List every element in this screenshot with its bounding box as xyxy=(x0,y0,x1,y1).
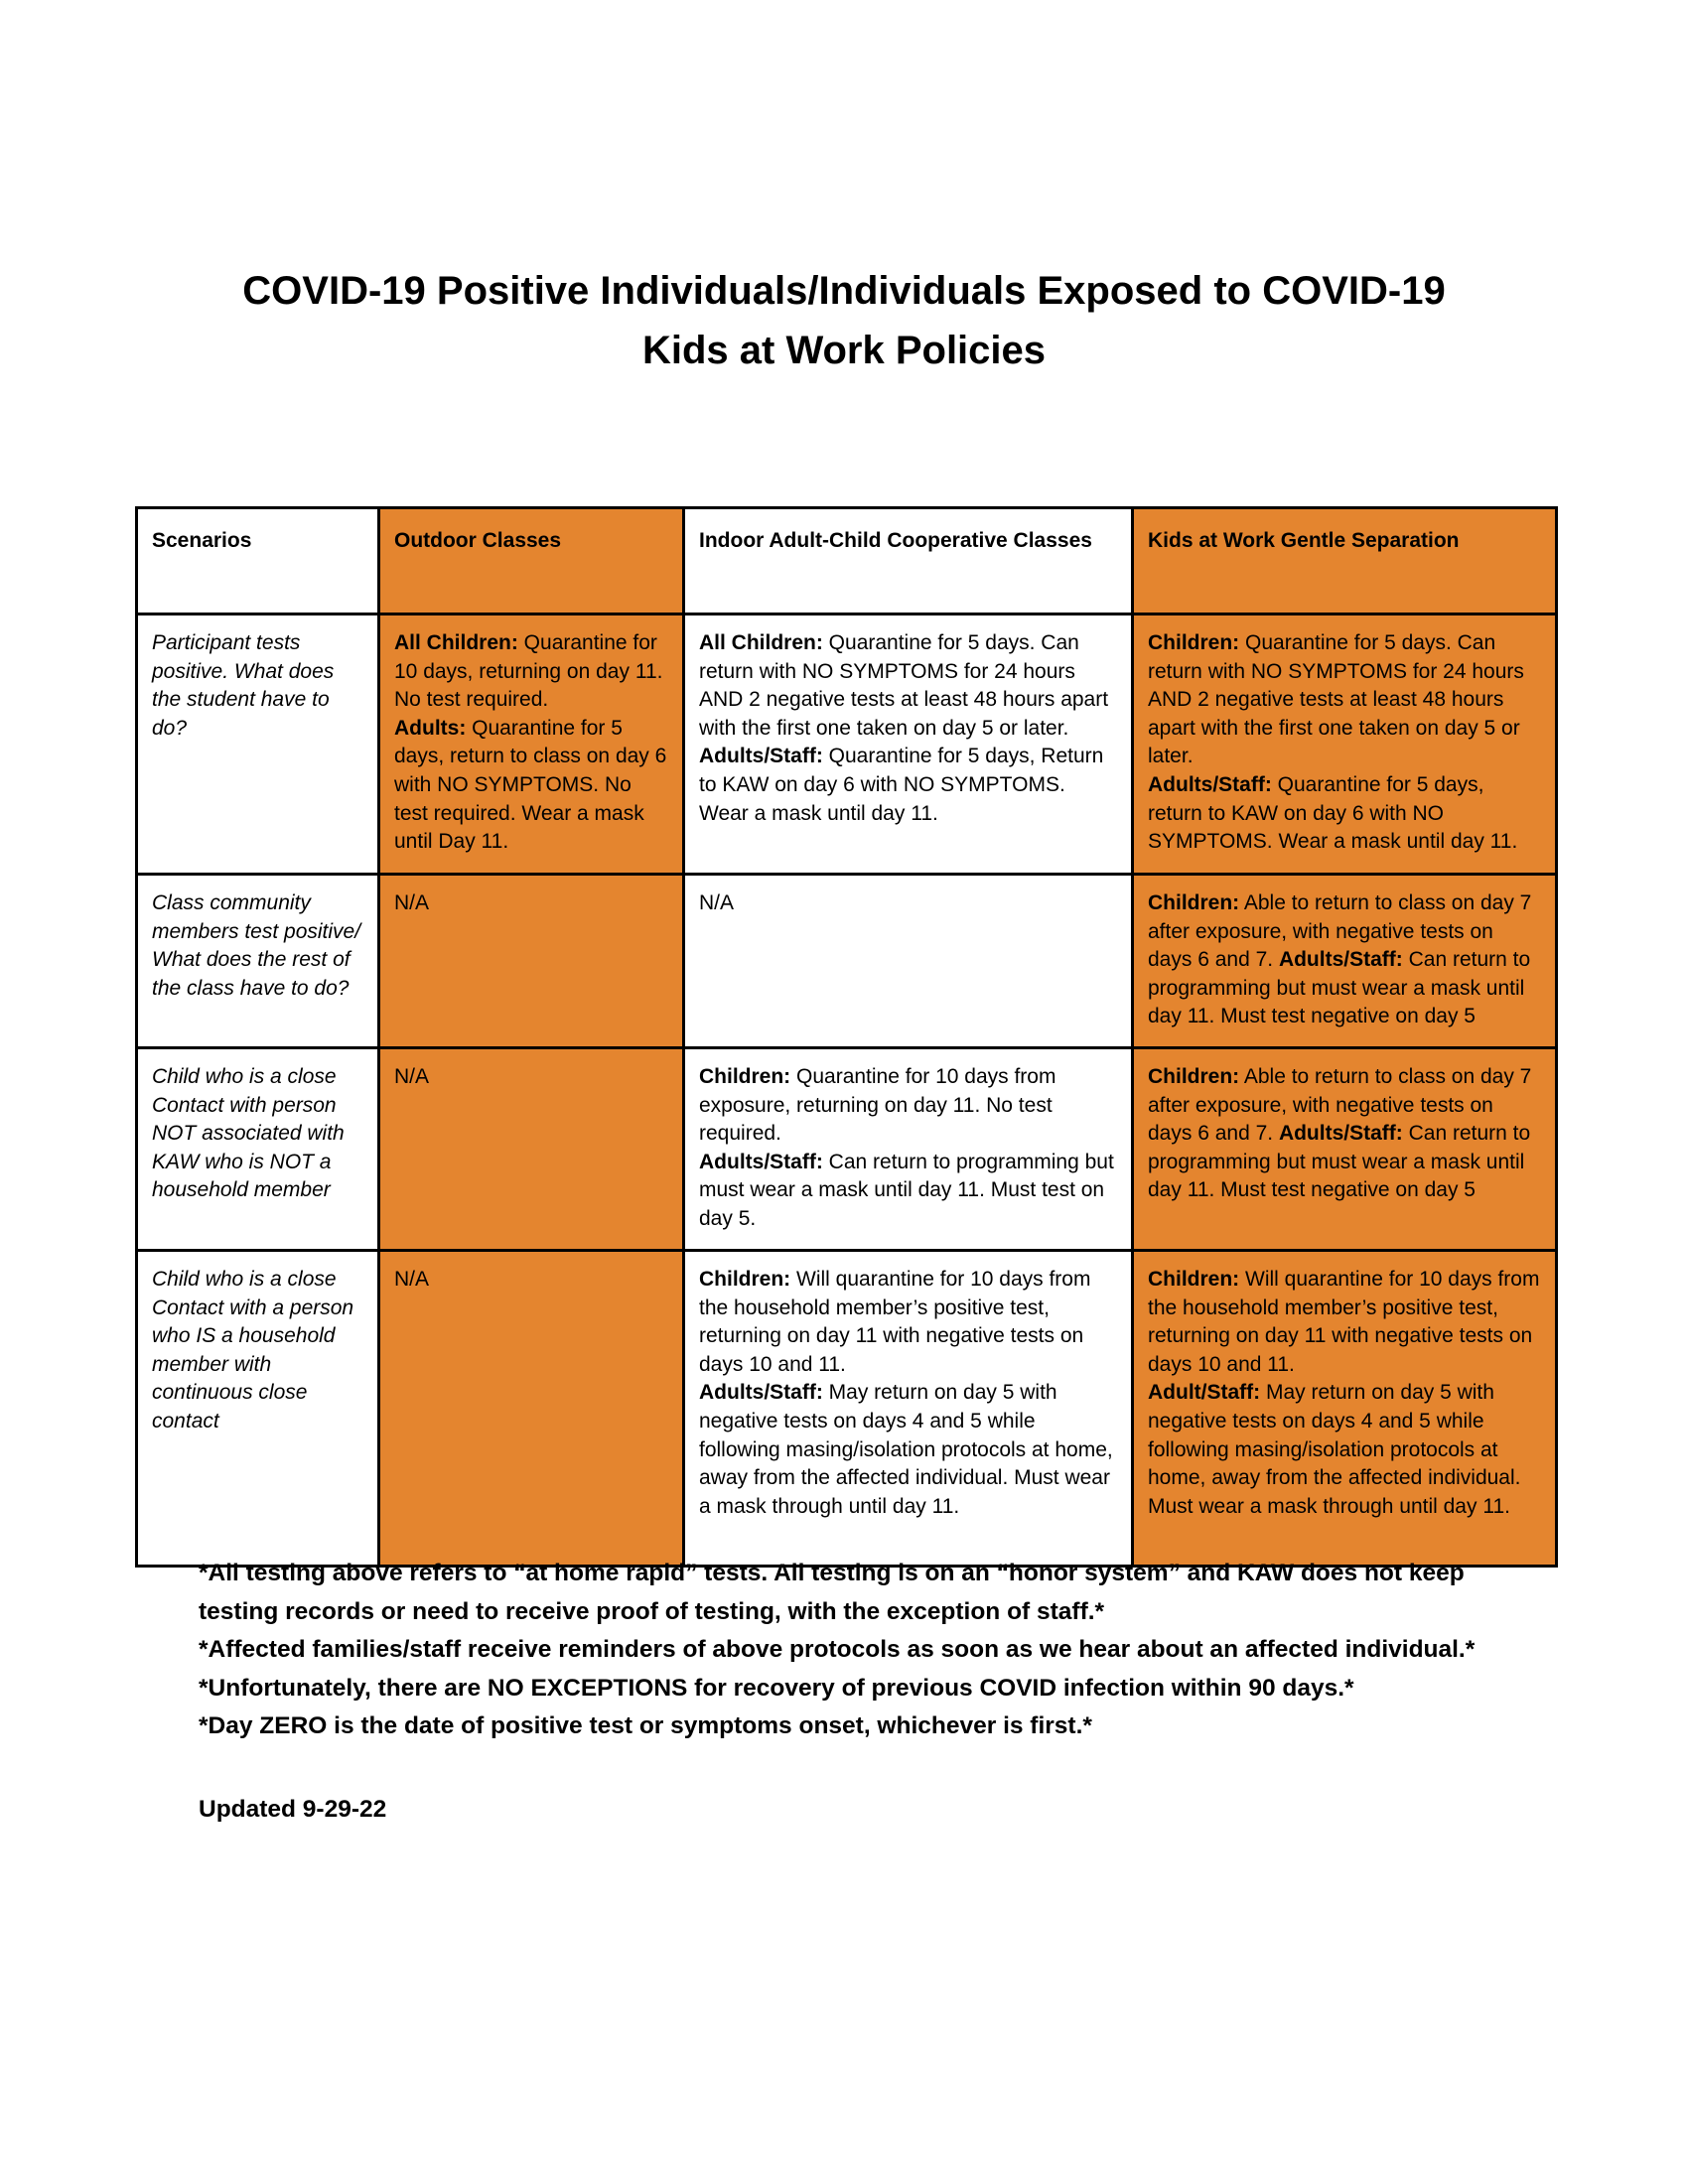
header-scenarios: Scenarios xyxy=(137,508,379,614)
children-label: All Children: xyxy=(699,631,823,654)
kaw-cell xyxy=(1133,1251,1557,1567)
table-row xyxy=(137,1048,1557,1251)
table-row xyxy=(137,614,1557,875)
footnote: *All testing above refers to “at home rapid” tests. All testing is on an “honor system” and KAW does not keep testing records or need to receive proof of testing, with the exception of staff.* xyxy=(199,1560,1465,1625)
scenario-cell: Participant tests positive. What does the student have to do? xyxy=(137,614,379,875)
children-text: Will quarantine for 10 days from the household member’s positive test, returning on day 11 with negative tests on days 10 and 11. xyxy=(699,1268,1091,1376)
indoor-cell xyxy=(684,1048,1133,1251)
adults-label: Adult/Staff: xyxy=(1148,1381,1261,1405)
updated-date: Updated 9-29-22 xyxy=(199,1796,387,1823)
indoor-cell xyxy=(684,1251,1133,1567)
table-row xyxy=(137,875,1557,1048)
children-label: Children: xyxy=(699,1065,791,1088)
children-text: Quarantine for 5 days. Can return with NO SYMPTOMS for 24 hours AND 2 negative tests at least 48 hours apart with the first one taken on day 5 or later. xyxy=(1148,631,1524,768)
adults-text: Quarantine for 5 days, return to KAW on day 6 with NO SYMPTOMS. Wear a mask until day 11. xyxy=(1148,772,1518,854)
footnote: *Affected families/staff receive reminders of above protocols as soon as we hear about an affected individual.* xyxy=(199,1636,1476,1663)
footnotes xyxy=(199,1555,1519,1746)
children-label: Children: xyxy=(1148,891,1240,914)
adults-text: Quarantine for 5 days, return to class on day 6 with NO SYMPTOMS. No test required. Wear a mask until Day 11. xyxy=(394,716,667,854)
children-text: Quarantine for 10 days from exposure, returning on day 11. No test required. xyxy=(699,1065,1056,1146)
adults-label: Adults/Staff: xyxy=(1278,948,1403,972)
page-title: COVID-19 Positive Individuals/Individuals Exposed to COVID-19 xyxy=(242,269,1446,313)
children-text: Will quarantine for 10 days from the household member’s positive test, returning on day 11 with negative tests on days 10 and 11. xyxy=(1148,1268,1540,1376)
children-label: All Children: xyxy=(394,631,518,654)
outdoor-cell: N/A xyxy=(379,875,684,1048)
footnote: *Day ZERO is the date of positive test or symptoms onset, whichever is first.* xyxy=(199,1712,1092,1739)
scenario-cell: Class community members test positive/ What does the rest of the class have to do? xyxy=(137,875,379,1048)
adults-label: Adults/Staff: xyxy=(699,745,823,768)
children-text: Able to return to class on day 7 after exposure, with negative tests on days 6 and 7. xyxy=(1148,891,1532,972)
adults-label: Adults/Staff: xyxy=(699,1150,823,1173)
indoor-cell: N/A xyxy=(684,875,1133,1048)
footnote: *Unfortunately, there are NO EXCEPTIONS for recovery of previous COVID infection within 90 days.* xyxy=(199,1674,1354,1702)
kaw-cell xyxy=(1133,875,1557,1048)
scenario-cell: Child who is a close Contact with a person who IS a household member with continuous close contact xyxy=(137,1251,379,1567)
outdoor-cell: N/A xyxy=(379,1048,684,1251)
children-label: Children: xyxy=(1148,631,1240,654)
children-text: Quarantine for 10 days, returning on day 11. No test required. xyxy=(394,631,663,712)
adults-label: Adults/Staff: xyxy=(1278,1122,1403,1146)
children-label: Children: xyxy=(1148,1065,1240,1088)
adults-label: Adults: xyxy=(394,716,467,740)
children-label: Children: xyxy=(1148,1268,1240,1291)
adults-label: Adults/Staff: xyxy=(1148,772,1272,796)
adults-text: Can return to programming but must wear a mask until day 11. Must test negative on day 5 xyxy=(1148,948,1531,1028)
header-kaw-gentle-separation: Kids at Work Gentle Separation xyxy=(1133,508,1557,614)
outdoor-cell xyxy=(379,614,684,875)
adults-text: Can return to programming but must wear a mask until day 11. Must test negative on day 5 xyxy=(1148,1122,1531,1202)
adults-label: Adults/Staff: xyxy=(699,1381,823,1405)
header-outdoor-classes: Outdoor Classes xyxy=(379,508,684,614)
policy-table xyxy=(135,506,1558,1568)
adults-text: Quarantine for 5 days, Return to KAW on day 6 with NO SYMPTOMS. Wear a mask until day 11. xyxy=(699,745,1104,825)
outdoor-cell: N/A xyxy=(379,1251,684,1567)
children-text: Able to return to class on day 7 after exposure, with negative tests on days 6 and 7. xyxy=(1148,1065,1532,1146)
adults-text: Can return to programming but must wear a mask until day 11. Must test on day 5. xyxy=(699,1150,1114,1230)
page-subtitle: Kids at Work Policies xyxy=(641,329,1047,372)
children-text: Quarantine for 5 days. Can return with NO SYMPTOMS for 24 hours AND 2 negative tests at least 48 hours apart with the first one taken on day 5 or later. xyxy=(699,631,1109,740)
kaw-cell xyxy=(1133,1048,1557,1251)
table-row xyxy=(137,1251,1557,1567)
scenario-cell: Child who is a close Contact with person NOT associated with KAW who is NOT a household member xyxy=(137,1048,379,1251)
header-indoor-classes: Indoor Adult-Child Cooperative Classes xyxy=(684,508,1133,614)
children-label: Children: xyxy=(699,1268,791,1291)
table-header-row xyxy=(137,508,1557,614)
adults-text: May return on day 5 with negative tests on days 4 and 5 while following masing/isolation protocols at home, away from the affected individual. Must wear a mask through until day 11. xyxy=(1148,1381,1521,1518)
indoor-cell xyxy=(684,614,1133,875)
adults-text: May return on day 5 with negative tests on days 4 and 5 while following masing/isolation protocols at home, away from the affected individual. Must wear a mask through until day 11. xyxy=(699,1381,1113,1518)
kaw-cell xyxy=(1133,614,1557,875)
